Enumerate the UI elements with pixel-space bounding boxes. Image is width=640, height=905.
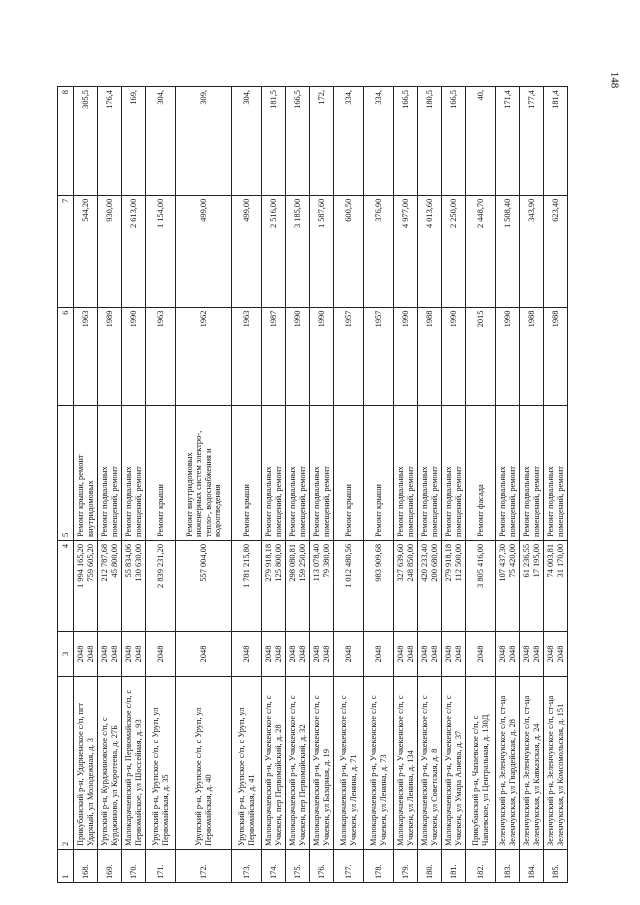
- row-year: [232, 631, 262, 677]
- row-number: 184.: [520, 849, 544, 882]
- row-cost: [74, 540, 98, 631]
- row-year-line: 2048: [198, 645, 208, 663]
- row-work-type: [544, 405, 568, 540]
- row-year-line: 2048: [76, 645, 86, 663]
- row-address: Малокарачаевский р-н, Учкекенское с/п, с Учкекен, ул Умара Алиева, д. 37: [442, 677, 466, 850]
- row-cost-line: 31 170,00: [555, 543, 565, 578]
- row-value: 304,: [232, 87, 262, 196]
- table-row: [286, 87, 310, 883]
- row-built-year: 1987: [262, 307, 286, 405]
- row-work-type-line: Ремонт подвальных: [312, 466, 322, 537]
- row-work-type: [122, 405, 146, 540]
- row-area: 4 013,60: [418, 195, 442, 307]
- row-cost-line: 248 850,00: [405, 543, 415, 582]
- row-work-type-line: помещений, ремонт: [297, 466, 307, 537]
- row-area: 499,00: [176, 195, 232, 307]
- row-year-line: 2048: [405, 645, 415, 663]
- row-work-type: [496, 405, 520, 540]
- row-built-year: 1990: [122, 307, 146, 405]
- row-work-type: [334, 405, 364, 540]
- row-area: 4 977,00: [394, 195, 418, 307]
- table-row: [394, 87, 418, 883]
- row-cost-line: 61 236,55: [522, 543, 532, 578]
- row-built-year: 1957: [364, 307, 394, 405]
- row-year: [544, 631, 568, 677]
- row-area: 2 250,00: [442, 195, 466, 307]
- row-value: 172,: [310, 87, 334, 196]
- row-cost-line: 1 012 480,56: [343, 543, 353, 588]
- row-number: 182.: [466, 849, 496, 882]
- row-cost: [122, 540, 146, 631]
- row-year-line: 2048: [273, 645, 283, 663]
- row-work-type: [310, 405, 334, 540]
- row-work-type: [98, 405, 122, 540]
- row-year: [520, 631, 544, 677]
- row-cost-line: 79 380,00: [321, 543, 331, 578]
- row-address: Малокарачаевский р-н, Учкекенское с/п, с Учкекен, ул Ленина, д. 71: [334, 677, 364, 850]
- row-work-type: [262, 405, 286, 540]
- row-work-type-line: помещений, ремонт: [531, 466, 541, 537]
- row-year: [74, 631, 98, 677]
- row-area: 1 154,00: [146, 195, 176, 307]
- row-value: 334,: [334, 87, 364, 196]
- row-number: 168.: [74, 849, 98, 882]
- row-work-type-line: Ремонт подвальных: [444, 466, 454, 537]
- row-built-year: 1988: [544, 307, 568, 405]
- row-cost: [286, 540, 310, 631]
- row-year-line: 2048: [343, 645, 353, 663]
- row-work-type-line: помещений, ремонт: [507, 466, 517, 537]
- table-row: [364, 87, 394, 883]
- row-cost-line: 107 437,30: [498, 543, 508, 582]
- row-cost-line: 74 003,81: [546, 543, 556, 578]
- row-value: 166,5: [394, 87, 418, 196]
- row-number: 181.: [442, 849, 466, 882]
- row-cost-line: 279 918,18: [444, 543, 454, 582]
- row-cost: [262, 540, 286, 631]
- row-cost: [98, 540, 122, 631]
- row-built-year: 2015: [466, 307, 496, 405]
- row-value: 181,4: [544, 87, 568, 196]
- row-work-type-line: Ремонт подвальных: [498, 466, 508, 537]
- row-address: Малокарачаевский р-н, Учкекенское с/п, с Учкекен, ул Советская, д. 8: [418, 677, 442, 850]
- row-cost-line: 279 918,18: [264, 543, 274, 582]
- header-col-3: 3: [58, 631, 74, 677]
- row-built-year: 1957: [334, 307, 364, 405]
- row-year-line: 2048: [522, 645, 532, 663]
- row-work-type-line: Ремонт внутридомовых инженерных систем электро-, тепло-, водоснабжения и водоотведения: [185, 430, 222, 537]
- row-value: 304,: [146, 87, 176, 196]
- row-number: 183.: [496, 849, 520, 882]
- row-number: 173.: [232, 849, 262, 882]
- row-year-line: 2048: [155, 645, 165, 663]
- row-number: 176.: [310, 849, 334, 882]
- row-number: 175.: [286, 849, 310, 882]
- row-address: Малокарачаевский р-н, Учкекенское с/п, с Учкекен, ул Ленина, д. 134: [394, 677, 418, 850]
- row-built-year: 1988: [520, 307, 544, 405]
- row-cost-line: 125 800,00: [273, 543, 283, 582]
- row-cost-line: 983 909,68: [373, 543, 383, 582]
- row-year-line: 2048: [396, 645, 406, 663]
- row-year-line: 2048: [109, 645, 119, 663]
- table-row: [496, 87, 520, 883]
- row-work-type-line: Ремонт крыши, ремонт: [76, 454, 86, 537]
- row-area: 544,20: [74, 195, 98, 307]
- repair-program-table: [57, 86, 568, 883]
- row-work-type-line: внутридомовых: [85, 480, 95, 537]
- row-cost-line: 212 787,68: [100, 543, 110, 582]
- row-year-line: 2048: [288, 645, 298, 663]
- row-area: 2 613,00: [122, 195, 146, 307]
- row-built-year: 1989: [98, 307, 122, 405]
- row-number: 174.: [262, 849, 286, 882]
- row-address: Урупский р-н, Урупское с/п, с Уруп, ул Первомайская, д. 35: [146, 677, 176, 850]
- row-year: [310, 631, 334, 677]
- row-year-line: 2048: [475, 645, 485, 663]
- document-page: [57, 86, 639, 883]
- row-built-year: 1963: [232, 307, 262, 405]
- row-year: [262, 631, 286, 677]
- row-year-line: 2048: [507, 645, 517, 663]
- table-row: [466, 87, 496, 883]
- row-address: Зеленчукский р-н, Зеленчукское с/п, ст-ца Зеленчукская, ул Кавказская, д. 24: [520, 677, 544, 850]
- row-address: Малокарачаевский р-н, Первомайское с/п, с Первомайское, ул Шоссейная, д. 93: [122, 677, 146, 850]
- row-address: Малокарачаевский р-н, Учкекенское с/п, с Учкекен, ул Ленина, д. 73: [364, 677, 394, 850]
- row-cost-line: 112 500,00: [453, 543, 463, 582]
- row-work-type-line: помещений, ремонт: [453, 466, 463, 537]
- row-address: Малокарачаевский р-н, Учкекенское с/п, с Учкекен, ул Базарная, д. 19: [310, 677, 334, 850]
- row-year: [98, 631, 122, 677]
- row-address: Зеленчукский р-н, Зеленчукское с/п, ст-ца Зеленчукская, ул Гвардейская, д. 28: [496, 677, 520, 850]
- row-cost: [176, 540, 232, 631]
- row-value: 171,4: [496, 87, 520, 196]
- row-year: [122, 631, 146, 677]
- row-cost-line: 113 078,40: [312, 543, 322, 582]
- row-cost: [520, 540, 544, 631]
- row-built-year: 1990: [496, 307, 520, 405]
- row-number: 185.: [544, 849, 568, 882]
- row-built-year: 1990: [286, 307, 310, 405]
- row-year-line: 2048: [264, 645, 274, 663]
- row-year: [442, 631, 466, 677]
- row-cost: [334, 540, 364, 631]
- row-year: [176, 631, 232, 677]
- row-value: 176,4: [98, 87, 122, 196]
- row-area: 600,50: [334, 195, 364, 307]
- row-cost: [496, 540, 520, 631]
- row-work-type-line: Ремонт подвальных: [100, 466, 110, 537]
- row-built-year: 1963: [74, 307, 98, 405]
- rotated-table-container: [57, 86, 639, 883]
- row-cost: [232, 540, 262, 631]
- row-number: 169.: [98, 849, 122, 882]
- table-row: [146, 87, 176, 883]
- row-cost: [544, 540, 568, 631]
- row-work-type: [146, 405, 176, 540]
- row-value: 180,5: [418, 87, 442, 196]
- row-address: Зеленчукский р-н, Зеленчукское с/п, ст-ца Зеленчукская, ул Комсомольская, д. 151: [544, 677, 568, 850]
- row-year-line: 2048: [555, 645, 565, 663]
- row-area: 930,00: [98, 195, 122, 307]
- row-work-type-line: Ремонт подвальных: [396, 466, 406, 537]
- row-built-year: 1990: [442, 307, 466, 405]
- row-work-type-line: Ремонт подвальных: [420, 466, 430, 537]
- row-work-type-line: Ремонт фасада: [475, 484, 485, 537]
- row-value: 181,5: [262, 87, 286, 196]
- row-area: 1 508,40: [496, 195, 520, 307]
- row-year: [496, 631, 520, 677]
- row-area: 2 448,70: [466, 195, 496, 307]
- row-year: [364, 631, 394, 677]
- row-number: 171.: [146, 849, 176, 882]
- table-row: [334, 87, 364, 883]
- row-work-type-line: помещений, ремонт: [405, 466, 415, 537]
- row-cost-line: 1 994 165,20: [76, 543, 86, 588]
- row-address: Малокарачаевский р-н, Учкекенское с/п, с Учкекен, пер Первомайский, д. 28: [262, 677, 286, 850]
- row-work-type-line: Ремонт подвальных: [264, 466, 274, 537]
- table-row: [262, 87, 286, 883]
- row-work-type: [466, 405, 496, 540]
- row-cost: [364, 540, 394, 631]
- row-cost-line: 557 004,00: [198, 543, 208, 582]
- row-area: 376,90: [364, 195, 394, 307]
- row-work-type: [520, 405, 544, 540]
- table-row: [520, 87, 544, 883]
- row-year-line: 2048: [124, 645, 134, 663]
- row-cost: [466, 540, 496, 631]
- row-built-year: 1990: [394, 307, 418, 405]
- row-year-line: 2048: [546, 645, 556, 663]
- row-cost-line: 3 805 416,00: [475, 543, 485, 588]
- row-cost-line: 327 639,60: [396, 543, 406, 582]
- row-year-line: 2048: [373, 645, 383, 663]
- row-value: 40,: [466, 87, 496, 196]
- row-work-type-line: помещений, ремонт: [273, 466, 283, 537]
- row-work-type: [286, 405, 310, 540]
- row-built-year: 1962: [176, 307, 232, 405]
- row-address: Прикубанский р-н, Ударненское с/п, пгт Ударный, ул Молодежная, д. 3: [74, 677, 98, 850]
- row-year-line: 2048: [444, 645, 454, 663]
- row-year-line: 2048: [100, 645, 110, 663]
- row-cost: [146, 540, 176, 631]
- row-value: 334,: [364, 87, 394, 196]
- table-row: [74, 87, 98, 883]
- table-header-row: [58, 87, 74, 883]
- row-work-type-line: Ремонт крыши: [155, 484, 165, 537]
- row-year: [418, 631, 442, 677]
- row-address: Малокарачаевский р-н, Учкекенское с/п, с Учкекен, пер Первомайский, д. 32: [286, 677, 310, 850]
- table-row: [232, 87, 262, 883]
- row-year: [334, 631, 364, 677]
- row-work-type: [418, 405, 442, 540]
- row-work-type-line: Ремонт крыши: [241, 484, 251, 537]
- row-year-line: 2048: [297, 645, 307, 663]
- table-row: [442, 87, 466, 883]
- row-year: [286, 631, 310, 677]
- row-built-year: 1990: [310, 307, 334, 405]
- row-address: Прикубанский р-н, Чапаевское с/п, с Чапаевское, ул Центральная, д. 130Д: [466, 677, 496, 850]
- row-cost-line: 298 080,81: [288, 543, 298, 582]
- table-row: [544, 87, 568, 883]
- row-work-type-line: помещений, ремонт: [429, 466, 439, 537]
- header-col-6: 6: [58, 307, 74, 405]
- table-row: [176, 87, 232, 883]
- row-cost-line: 2 839 231,20: [155, 543, 165, 588]
- page-number: 148: [607, 71, 620, 89]
- row-work-type: [74, 405, 98, 540]
- row-area: 499,00: [232, 195, 262, 307]
- row-cost-line: 159 250,00: [297, 543, 307, 582]
- row-number: 172.: [176, 849, 232, 882]
- row-cost-line: 55 834,06: [124, 543, 134, 578]
- row-year-line: 2048: [85, 645, 95, 663]
- row-area: 343,90: [520, 195, 544, 307]
- row-value: 309,: [176, 87, 232, 196]
- row-cost: [310, 540, 334, 631]
- row-value: 166,5: [286, 87, 310, 196]
- row-area: 2 516,00: [262, 195, 286, 307]
- row-year-line: 2048: [312, 645, 322, 663]
- row-cost: [418, 540, 442, 631]
- row-year-line: 2048: [321, 645, 331, 663]
- row-year: [394, 631, 418, 677]
- table-row: [122, 87, 146, 883]
- row-cost-line: 1 781 215,80: [241, 543, 251, 588]
- table-body: [74, 87, 568, 883]
- row-work-type: [442, 405, 466, 540]
- row-cost-line: 759 605,20: [85, 543, 95, 582]
- row-work-type-line: помещений, ремонт: [133, 466, 143, 537]
- row-cost-line: 75 420,00: [507, 543, 517, 578]
- header-col-7: 7: [58, 195, 74, 307]
- row-work-type-line: Ремонт подвальных: [124, 466, 134, 537]
- row-value: 305,5: [74, 87, 98, 196]
- row-work-type: [176, 405, 232, 540]
- row-area: 3 185,00: [286, 195, 310, 307]
- row-year-line: 2048: [453, 645, 463, 663]
- header-col-5: 5: [58, 405, 74, 540]
- row-number: 180.: [418, 849, 442, 882]
- row-cost-line: 17 195,00: [531, 543, 541, 578]
- row-work-type-line: Ремонт подвальных: [522, 466, 532, 537]
- row-work-type-line: Ремонт подвальных: [288, 466, 298, 537]
- row-year-line: 2048: [133, 645, 143, 663]
- row-year-line: 2048: [531, 645, 541, 663]
- row-year-line: 2048: [420, 645, 430, 663]
- row-year: [466, 631, 496, 677]
- header-col-4: 4: [58, 540, 74, 631]
- row-year-line: 2048: [241, 645, 251, 663]
- table-row: [310, 87, 334, 883]
- row-area: 1 587,60: [310, 195, 334, 307]
- row-work-type-line: Ремонт подвальных: [546, 466, 556, 537]
- row-work-type-line: помещений, ремонт: [555, 466, 565, 537]
- header-col-2: 2: [58, 677, 74, 850]
- row-number: 177.: [334, 849, 364, 882]
- row-cost-line: 420 233,40: [420, 543, 430, 582]
- row-year-line: 2048: [429, 645, 439, 663]
- row-work-type-line: помещений, ремонт: [109, 466, 119, 537]
- row-work-type: [394, 405, 418, 540]
- row-work-type: [364, 405, 394, 540]
- row-work-type-line: помещений, ремонт: [321, 466, 331, 537]
- row-value: 166,5: [442, 87, 466, 196]
- row-address: Урупский р-н, Урупское с/п, с Уруп, ул Первомайская, д. 40: [176, 677, 232, 850]
- row-area: 623,40: [544, 195, 568, 307]
- row-work-type-line: Ремонт крыши: [343, 484, 353, 537]
- row-value: 177,4: [520, 87, 544, 196]
- row-cost-line: 130 630,00: [133, 543, 143, 582]
- row-work-type-line: Ремонт крыши: [373, 484, 383, 537]
- header-col-1: 1: [58, 849, 74, 882]
- row-number: 179.: [394, 849, 418, 882]
- row-year: [146, 631, 176, 677]
- row-address: Урупский р-н, Урупское с/п, с Уруп, ул Первомайская, д. 41: [232, 677, 262, 850]
- row-year-line: 2048: [498, 645, 508, 663]
- row-number: 178.: [364, 849, 394, 882]
- table-row: [98, 87, 122, 883]
- header-col-8: 8: [58, 87, 74, 196]
- row-number: 170.: [122, 849, 146, 882]
- row-address: Урупский р-н, Курджиновское с/п, с Курджиново, ул Коротеева, д. 27Б: [98, 677, 122, 850]
- row-cost-line: 45 800,00: [109, 543, 119, 578]
- row-cost: [442, 540, 466, 631]
- table-row: [418, 87, 442, 883]
- row-built-year: 1963: [146, 307, 176, 405]
- row-cost-line: 200 680,00: [429, 543, 439, 582]
- row-value: 169,: [122, 87, 146, 196]
- row-work-type: [232, 405, 262, 540]
- row-built-year: 1988: [418, 307, 442, 405]
- row-cost: [394, 540, 418, 631]
